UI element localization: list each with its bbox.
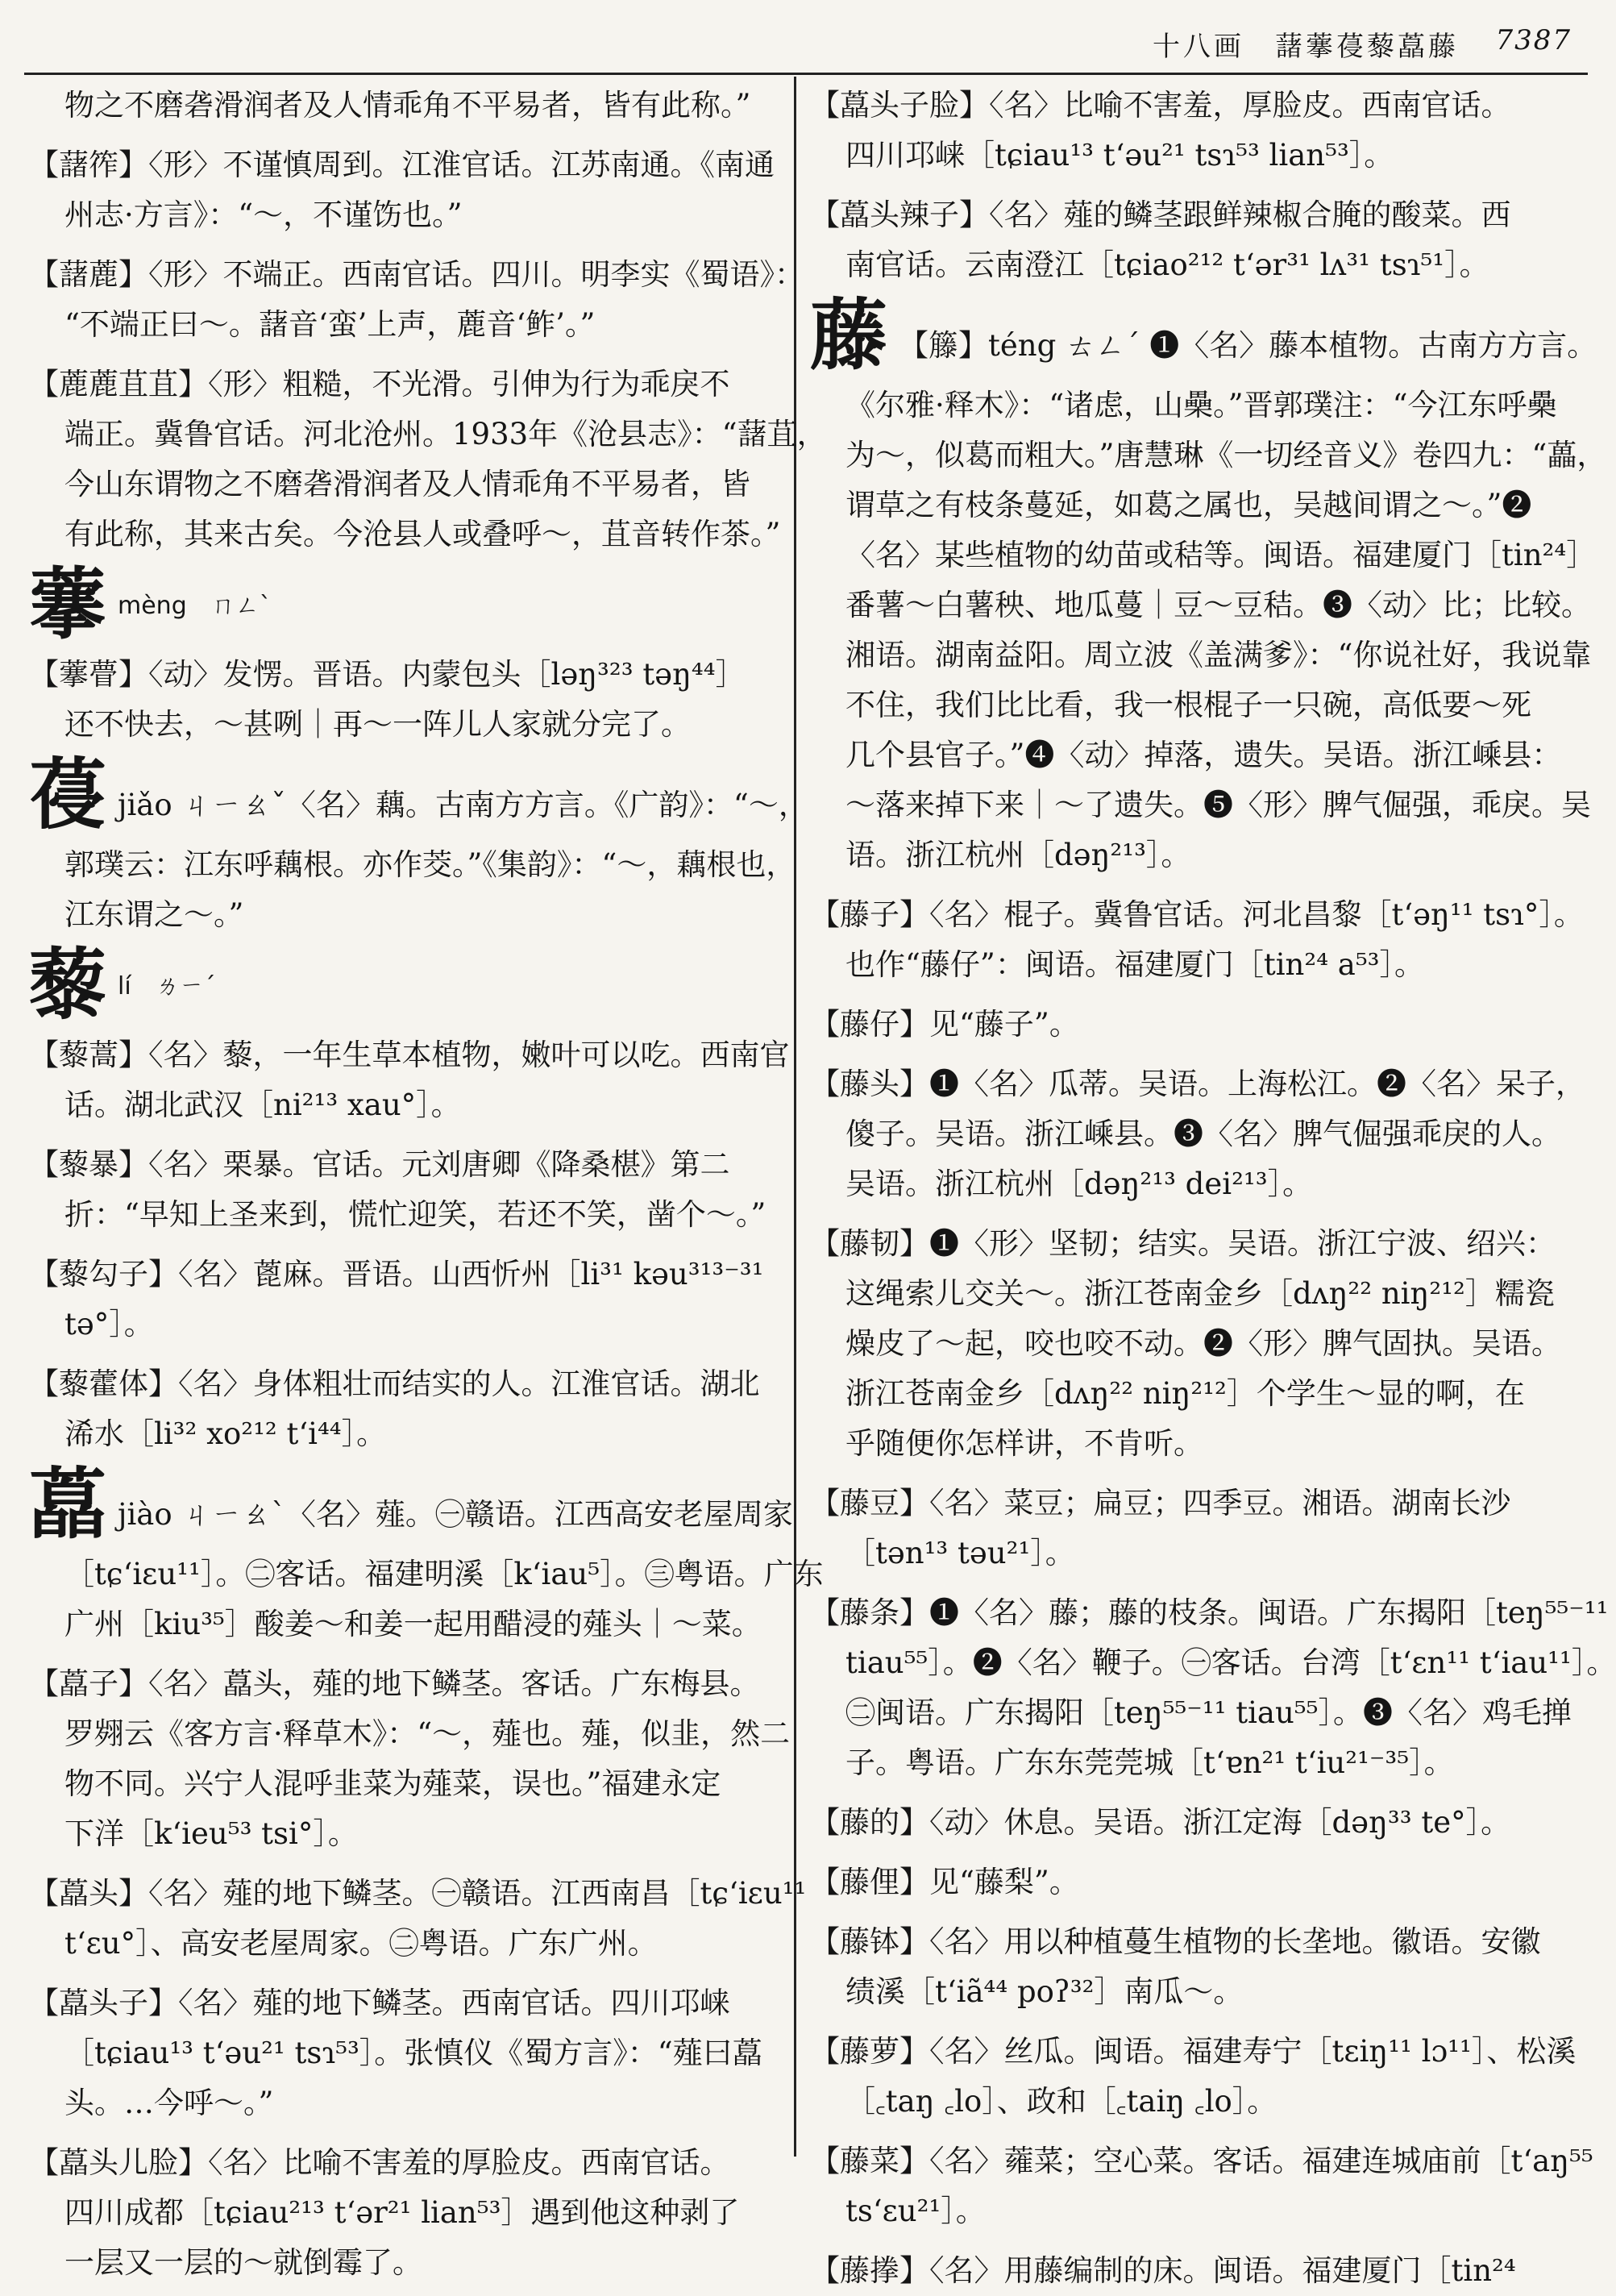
line-text: 【藤钵】〈名〉用以种植蔓生植物的长垄地。徽语。安徽 xyxy=(810,1924,1541,1959)
entry-line xyxy=(29,1030,790,1080)
line-text: 几个县官子。”❹〈动〉掉落，遗失。吴语。浙江嵊县： xyxy=(845,738,1562,772)
line-text: 物不同。兴宁人混呼韭菜为薤菜，误也。”福建永定 xyxy=(64,1766,721,1801)
line-text: “不端正曰～。藷音‘蛮’上声，蔍音‘鲊’。” xyxy=(64,307,596,342)
line-text: 【藤菜】〈名〉蕹菜；空心菜。客话。福建连城庙前［t‘aŋ⁵⁵ xyxy=(810,2144,1593,2178)
headword-character: 藜 xyxy=(29,939,106,1030)
line-text: jiào ㄐㄧㄠˋ〈名〉薤。㊀赣语。江西高安老屋周家 xyxy=(118,1497,793,1532)
line-text: 【藠头儿脸】〈名〉比喻不害羞的厚脸皮。西南官话。 xyxy=(29,2145,730,2180)
line-text: 谓草之有枝条蔓延，如葛之属也，吴越间谓之～。”❷ xyxy=(845,488,1532,522)
entry-line xyxy=(29,1599,783,1649)
line-text: 【藜暴】〈名〉栗暴。官话。元刘唐卿《降桑椹》第二 xyxy=(29,1147,730,1182)
entry-line xyxy=(810,830,1584,880)
entry-line xyxy=(810,580,1591,630)
headword-character: 藆 xyxy=(29,559,106,650)
line-text: 【藤条】❶〈名〉藤；藤的枝条。闽语。广东揭阳［teŋ⁵⁵⁻¹¹ xyxy=(810,1595,1609,1630)
entry-line xyxy=(810,1369,1584,1419)
entry-line xyxy=(810,2246,1584,2296)
entry-line xyxy=(810,2077,1584,2127)
line-text: ～落来掉下来｜～了遗失。❺〈形〉脾气倔强，乖戾。吴 xyxy=(845,788,1591,822)
line-text: 燥皮了～起，咬也咬不动。❷〈形〉脾气固执。吴语。 xyxy=(845,1326,1561,1361)
entry-line xyxy=(29,360,783,410)
entry-line xyxy=(810,430,1607,480)
entry-line xyxy=(29,1919,783,1969)
line-text: 【藤子】〈名〉棍子。冀鲁官话。河北昌黎［t‘əŋ¹¹ tsɿ°］。 xyxy=(810,897,1584,932)
entry-line xyxy=(29,700,783,750)
entry-line xyxy=(810,730,1584,780)
line-text: 【藠头】〈名〉薤的地下鳞茎。㊀赣语。江西南昌［tɕ‘iɛu¹¹ xyxy=(29,1876,807,1911)
line-text: 浠水［li³² xo²¹² t‘i⁴⁴］。 xyxy=(64,1416,387,1451)
line-text: 湘语。湖南益阳。周立波《盖满爹》：“你说社好，我说靠 xyxy=(845,638,1592,672)
headword-character: 藠 xyxy=(29,1458,106,1549)
line-text: 【藤头】❶〈名〉瓜蒂。吴语。上海松江。❷〈名〉呆子， xyxy=(810,1067,1585,1101)
line-text: 乎随便你怎样讲，不肯听。 xyxy=(845,1426,1203,1461)
entry-line xyxy=(29,1080,783,1130)
page-header xyxy=(24,15,1588,75)
entry-line xyxy=(29,1659,783,1709)
entry-line xyxy=(29,1359,783,1409)
running-head: 十八画 藷藆葠藜藠藤 xyxy=(1153,31,1459,63)
entry-line xyxy=(810,190,1584,240)
line-text: 郭璞云：江东呼藕根。亦作茭。”《集韵》：“～，藕根也， xyxy=(64,847,796,882)
entry-line xyxy=(810,1109,1584,1159)
entry-line xyxy=(810,530,1597,580)
line-text: 四川邛崃［tɕiau¹³ t‘əu²¹ tsɿ⁵³ lian⁵³］。 xyxy=(845,138,1394,173)
line-text: 州志·方言》：“～，不谨饬也。” xyxy=(64,198,463,232)
entry-line xyxy=(29,1759,783,1809)
entry-line xyxy=(810,680,1584,730)
line-text: 傻子。吴语。浙江嵊县。❸〈名〉脾气倔强乖戾的人。 xyxy=(845,1117,1561,1151)
line-text: t‘ɛu°］、高安老屋周家。㊁粤语。广东广州。 xyxy=(64,1926,658,1961)
entry-line xyxy=(810,1798,1584,1848)
column-divider xyxy=(794,77,796,2157)
line-text: 【藜藿体】〈名〉身体粗壮而结实的人。江淮官话。湖北 xyxy=(29,1366,760,1401)
entry-line xyxy=(810,131,1584,181)
line-text: ［tən¹³ təu²¹］。 xyxy=(845,1536,1075,1570)
line-text: 【藤俚】见“藤梨”。 xyxy=(810,1865,1079,1899)
line-text: ts‘ɛu²¹］。 xyxy=(845,2194,986,2228)
headword-line xyxy=(810,289,1597,381)
entry-line xyxy=(810,780,1591,830)
entry-line xyxy=(29,2138,783,2188)
line-text: 【藤萝】〈名〉丝瓜。闽语。福建寿宁［tɛiŋ¹¹ lɔ¹¹］、松溪 xyxy=(810,2034,1577,2069)
entry-line xyxy=(810,81,1584,131)
entry-line xyxy=(29,190,783,240)
line-text: 【藷蔍】〈形〉不端正。西南官话。四川。明李实《蜀语》： xyxy=(29,257,804,292)
line-text: 【蔍蔍苴苴】〈形〉粗糙，不光滑。引伸为行为乖戾不 xyxy=(29,367,730,401)
line-text: ［tɕ‘iɛu¹¹］。㊁客话。福建明溪［k‘iau⁵］。㊂粤语。广东 xyxy=(64,1557,824,1591)
entry-line xyxy=(29,840,796,890)
entry-line xyxy=(810,890,1584,940)
line-text: 【藠子】〈名〉藠头，薤的地下鳞茎。客话。广东梅县。 xyxy=(29,1666,760,1701)
headword-line xyxy=(29,559,783,650)
entry-line xyxy=(810,2186,1584,2236)
pronunciation: lí ㄌㄧˊ xyxy=(118,972,216,1000)
headword-line xyxy=(29,749,808,840)
line-text: tə°］。 xyxy=(64,1307,154,1341)
entry-line xyxy=(29,250,804,300)
entry-line xyxy=(810,1967,1584,2017)
line-text: 吴语。浙江杭州［dəŋ²¹³ dei²¹³］。 xyxy=(845,1167,1313,1201)
entry-line xyxy=(29,2188,783,2238)
line-text: 语。浙江杭州［dəŋ²¹³］。 xyxy=(845,838,1191,872)
line-text: 折：“早知上圣来到，慌忙迎笑，若还不笑，凿个～。” xyxy=(64,1197,766,1232)
entry-line xyxy=(810,2136,1593,2186)
line-text: 为～，似葛而粗大。”唐慧琳《一切经音义》卷四九：“藟， xyxy=(845,438,1607,472)
entry-line xyxy=(810,1000,1584,1050)
headword-character: 葠 xyxy=(29,749,106,840)
entry-line xyxy=(810,1219,1584,1269)
line-text: 【藠头子脸】〈名〉比喻不害羞，厚脸皮。西南官话。 xyxy=(810,88,1511,123)
entry-line xyxy=(29,1709,791,1759)
entry-line xyxy=(810,1688,1584,1738)
line-text: 不住，我们比比看，我一根棍子一只碗，高低要～死 xyxy=(845,688,1531,722)
entry-line xyxy=(29,2028,783,2078)
entry-line xyxy=(29,300,783,350)
line-text: 【藤韧】❶〈形〉坚韧；结实。吴语。浙江宁波、绍兴： xyxy=(810,1226,1556,1261)
entry-line xyxy=(29,1809,783,1859)
line-text: 今山东谓物之不磨砻滑润者及人情乖角不平易者，皆 xyxy=(64,467,750,501)
line-text: 【藠头辣子】〈名〉薤的鳞茎跟鲜辣椒合腌的酸菜。西 xyxy=(810,198,1511,232)
line-text: ㊁闽语。广东揭阳［teŋ⁵⁵⁻¹¹ tiau⁵⁵］。❸〈名〉鸡毛掸 xyxy=(845,1695,1572,1730)
line-text: 【藜蒿】〈名〉藜，一年生草本植物，嫩叶可以吃。西南官 xyxy=(29,1038,790,1072)
entry-line xyxy=(29,81,783,131)
entry-line xyxy=(29,2078,783,2128)
entry-line xyxy=(810,1059,1584,1109)
entry-line xyxy=(29,650,783,700)
line-text: 话。湖北武汉［ni²¹³ xau°］。 xyxy=(64,1088,461,1122)
line-text: 头。…今呼～。” xyxy=(64,2086,274,2120)
entry-line xyxy=(810,1529,1584,1578)
entry-line xyxy=(810,240,1584,290)
entry-line xyxy=(810,1638,1616,1688)
line-text: 还不快去，～甚咧｜再～一阵儿人家就分完了。 xyxy=(64,707,691,742)
line-text: 【藤的】〈动〉休息。吴语。浙江定海［dəŋ³³ te°］。 xyxy=(810,1805,1511,1840)
entry-line xyxy=(29,2238,783,2288)
line-text: ［꜀taŋ ꜀lo］、政和［꜀taiŋ ꜀lo］。 xyxy=(845,2084,1277,2119)
line-text: 〈名〉某些植物的幼苗或秸等。闽语。福建厦门［tin²⁴］ xyxy=(845,538,1597,572)
line-text: tiau⁵⁵］。❷〈名〉鞭子。㊀客话。台湾［t‘ɛn¹¹ t‘iau¹¹］。 xyxy=(845,1645,1616,1680)
entry-line xyxy=(810,381,1584,430)
line-text: 【藠头子】〈名〉薤的地下鳞茎。西南官话。四川邛崃 xyxy=(29,1986,730,2020)
entry-line xyxy=(29,1250,783,1300)
entry-line xyxy=(810,940,1584,990)
line-text: 罗翙云《客方言·释草木》：“～，薤也。薤，似韭，然二 xyxy=(64,1716,791,1751)
entry-line xyxy=(29,1549,824,1599)
entry-line xyxy=(29,460,783,510)
entry-line xyxy=(29,140,783,190)
entry-line xyxy=(29,1140,783,1190)
line-text: 【籐】téng ㄊㄥˊ ❶〈名〉藤本植物。古南方方言。 xyxy=(899,328,1597,363)
line-text: 浙江苍南金乡［dʌŋ²² niŋ²¹²］个学生～显的啊，在 xyxy=(845,1376,1525,1411)
entry-line xyxy=(810,630,1592,680)
line-text: 【藷筰】〈形〉不谨慎周到。江淮官话。江苏南通。《南通 xyxy=(29,148,775,182)
page-number: 7387 xyxy=(1495,24,1572,56)
entry-line xyxy=(29,1300,783,1350)
entry-line xyxy=(29,890,783,940)
line-text: 下洋［k‘ieu⁵³ tsi°］。 xyxy=(64,1816,358,1851)
entry-line xyxy=(810,1159,1584,1209)
entry-line xyxy=(29,510,783,559)
headword-character: 藤 xyxy=(810,289,887,381)
entry-line xyxy=(810,480,1584,530)
line-text: 这绳索儿交关～。浙江苍南金乡［dʌŋ²² niŋ²¹²］糯瓷 xyxy=(845,1276,1555,1311)
headword-line xyxy=(29,1458,793,1549)
entry-line xyxy=(810,1419,1584,1469)
line-text: 【藤仔】见“藤子”。 xyxy=(810,1007,1079,1042)
pronunciation: mèng ㄇㄥˋ xyxy=(118,592,272,620)
entry-line xyxy=(29,410,827,460)
line-text: 广州［kiu³⁵］酸姜～和姜一起用醋浸的薤头｜～菜。 xyxy=(64,1607,762,1641)
line-text: 端正。冀鲁官话。河北沧州。1933年《沧县志》：“藷苴， xyxy=(64,417,827,451)
line-text: 【藤搼】〈名〉用藤编制的床。闽语。福建厦门［tin²⁴ xyxy=(810,2253,1516,2288)
line-text: 【藤豆】〈名〉菜豆；扁豆；四季豆。湘语。湖南长沙 xyxy=(810,1486,1511,1520)
entry-line xyxy=(810,1917,1584,1967)
line-text: 番薯～白薯秧、地瓜蔓｜豆～豆秸。❸〈动〉比；比较。 xyxy=(845,588,1591,622)
headword-line xyxy=(29,940,783,1030)
entry-line xyxy=(810,1588,1609,1638)
entry-line xyxy=(29,1190,783,1240)
line-text: 《尔雅·释木》：“诸虑，山櫐。”晋郭璞注：“今江东呼櫐 xyxy=(845,388,1557,422)
line-text: 有此称，其来古矣。今沧县人或叠呼～，苴音转作茶。” xyxy=(64,517,781,551)
line-text: 也作“藤仔”：闽语。福建厦门［tin²⁴ a⁵³］。 xyxy=(845,947,1425,982)
line-text: 【藜勾子】〈名〉蓖麻。晋语。山西忻州［li³¹ kəu³¹³⁻³¹ xyxy=(29,1257,764,1292)
entry-line xyxy=(810,1319,1584,1369)
entry-line xyxy=(29,1869,807,1919)
right-column xyxy=(810,81,1616,2288)
line-text: 南官话。云南澄江［tɕiao²¹² t‘ər³¹ lʌ³¹ tsɿ⁵¹］。 xyxy=(845,247,1489,282)
line-text: 一层又一层的～就倒霉了。 xyxy=(64,2245,422,2280)
line-text: 子。粤语。广东东莞莞城［t‘ɐn²¹ t‘iu²¹⁻³⁵］。 xyxy=(845,1745,1454,1780)
entry-line xyxy=(29,1978,783,2028)
entry-line xyxy=(810,1857,1584,1907)
line-text: 物之不磨砻滑润者及人情乖角不平易者，皆有此称。” xyxy=(64,88,751,123)
entry-line xyxy=(810,2027,1584,2077)
line-text: 【藆瞢】〈动〉发愣。晋语。内蒙包头［ləŋ³²³ təŋ⁴⁴］ xyxy=(29,657,746,692)
entry-line xyxy=(810,1479,1584,1529)
entry-line xyxy=(29,1409,783,1459)
entry-line xyxy=(810,1269,1584,1319)
line-text: 四川成都［tɕiau²¹³ t‘ər²¹ lian⁵³］遇到他这种剥了 xyxy=(64,2195,740,2230)
line-text: 江东谓之～。” xyxy=(64,897,244,932)
entry-line xyxy=(810,1738,1584,1788)
line-text: ［tɕiau¹³ t‘əu²¹ tsɿ⁵³］。张慎仪《蜀方言》：“薤曰藠 xyxy=(64,2036,762,2070)
line-text: jiǎo ㄐㄧㄠˇ〈名〉藕。古南方方言。《广韵》：“～， xyxy=(118,788,808,822)
line-text: 绩溪［t‘iã⁴⁴ poʔ³²］南瓜～。 xyxy=(845,1974,1244,2009)
left-column xyxy=(29,81,827,2280)
